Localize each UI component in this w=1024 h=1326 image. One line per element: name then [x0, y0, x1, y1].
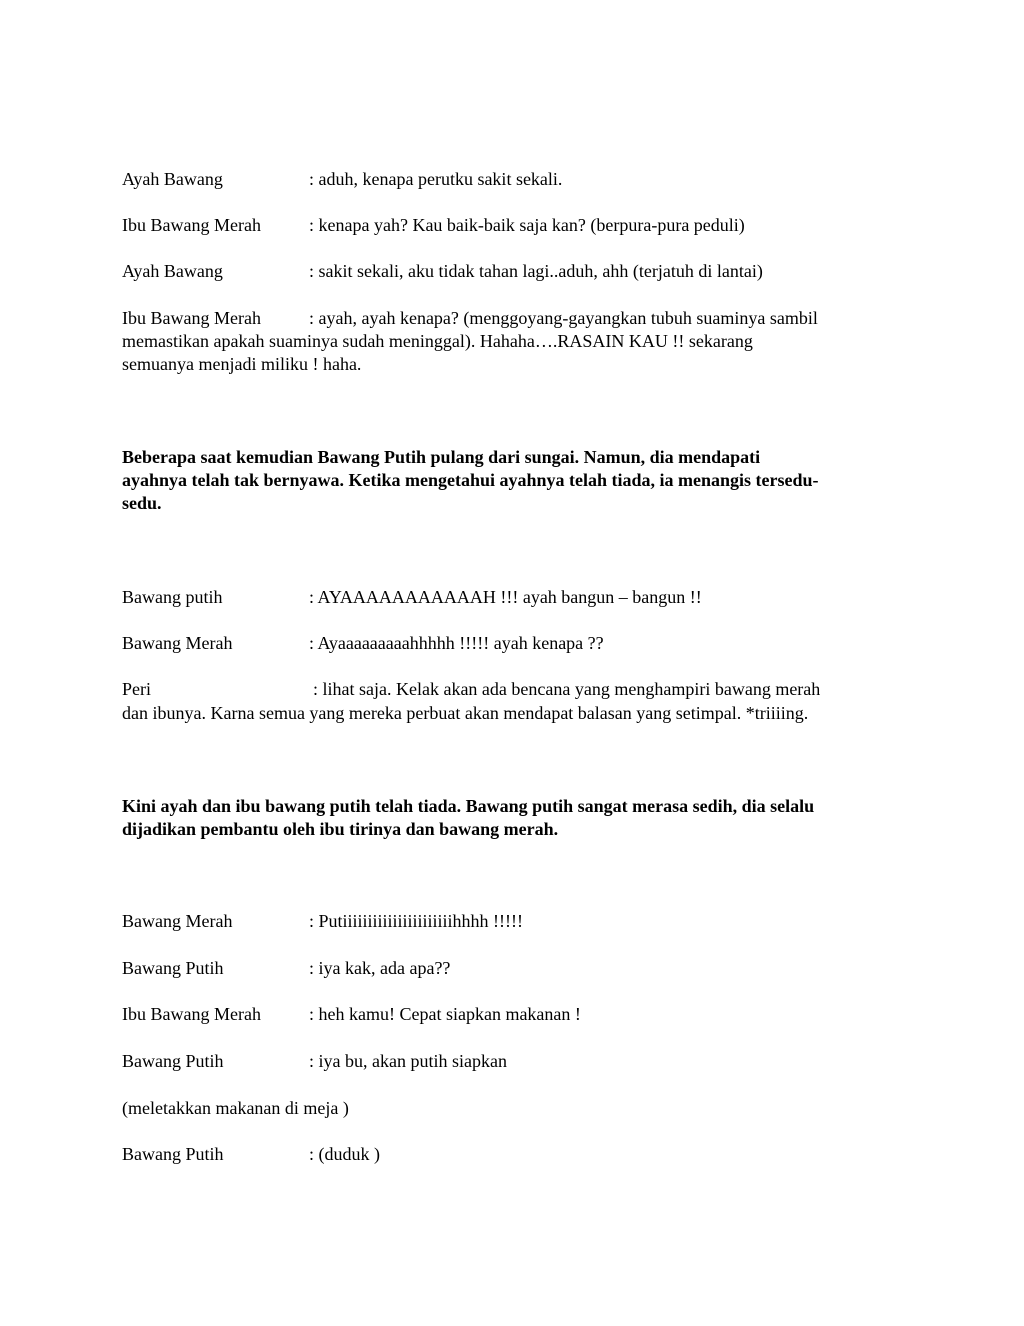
speech-text: : sakit sekali, aku tidak tahan lagi..aduh, ahh (terjatuh di lantai) — [309, 261, 763, 281]
speech-text: : (duduk ) — [309, 1144, 380, 1164]
speech-text: : Ayaaaaaaaaahhhhh !!!!! ayah kenapa ?? — [309, 633, 604, 653]
speaker-name: Bawang Putih — [122, 1051, 224, 1071]
narration-line: sedu. — [122, 493, 162, 513]
speaker-name: Ayah Bawang — [122, 169, 223, 189]
speech-text: : iya kak, ada apa?? — [309, 958, 451, 978]
dialogue-continuation — [122, 702, 912, 725]
narration-line: dijadikan pembantu oleh ibu tirinya dan bawang merah. — [122, 819, 559, 839]
speech-text: : iya bu, akan putih siapkan — [309, 1051, 507, 1071]
narration-paragraph — [122, 446, 912, 515]
speaker-name: Peri — [122, 679, 151, 699]
speech-text: : aduh, kenapa perutku sakit sekali. — [309, 169, 563, 189]
stage-direction: (meletakkan makanan di meja ) — [122, 1098, 349, 1118]
narration-line: ayahnya telah tak bernyawa. Ketika mengetahui ayahnya telah tiada, ia menangis tersedu- — [122, 470, 819, 490]
speaker-name: Ibu Bawang Merah — [122, 215, 261, 235]
speaker-name: Bawang putih — [122, 587, 223, 607]
speech-text: : Putiiiiiiiiiiiiiiiiiiiiiihhhh !!!!! — [309, 911, 524, 931]
continuation-line: memastikan apakah suaminya sudah meninggal). Hahaha….RASAIN KAU !! sekarang — [122, 331, 753, 351]
speaker-name: Bawang Putih — [122, 1144, 224, 1164]
narration-line: Beberapa saat kemudian Bawang Putih pulang dari sungai. Namun, dia mendapati — [122, 447, 761, 467]
narration-paragraph — [122, 795, 912, 841]
speech-text: : kenapa yah? Kau baik-baik saja kan? (berpura-pura peduli) — [309, 215, 745, 235]
speech-text: : AYAAAAAAAAAAAH !!! ayah bangun – bangun !! — [309, 587, 702, 607]
speaker-name: Bawang Merah — [122, 633, 233, 653]
dialogue-continuation — [122, 330, 912, 376]
speaker-name: Ibu Bawang Merah — [122, 308, 261, 328]
continuation-line: semuanya menjadi miliku ! haha. — [122, 354, 362, 374]
speech-text: : heh kamu! Cepat siapkan makanan ! — [309, 1004, 581, 1024]
speech-text: : lihat saja. Kelak akan ada bencana yang menghampiri bawang merah — [313, 679, 821, 699]
speaker-name: Bawang Merah — [122, 911, 233, 931]
continuation-line: dan ibunya. Karna semua yang mereka perbuat akan mendapat balasan yang setimpal. *triiiing. — [122, 703, 809, 723]
speaker-name: Bawang Putih — [122, 958, 224, 978]
speech-text: : ayah, ayah kenapa? (menggoyang-gayangkan tubuh suaminya sambil — [309, 308, 818, 328]
speaker-name: Ibu Bawang Merah — [122, 1004, 261, 1024]
narration-line: Kini ayah dan ibu bawang putih telah tiada. Bawang putih sangat merasa sedih, dia selalu — [122, 796, 815, 816]
speaker-name: Ayah Bawang — [122, 261, 223, 281]
